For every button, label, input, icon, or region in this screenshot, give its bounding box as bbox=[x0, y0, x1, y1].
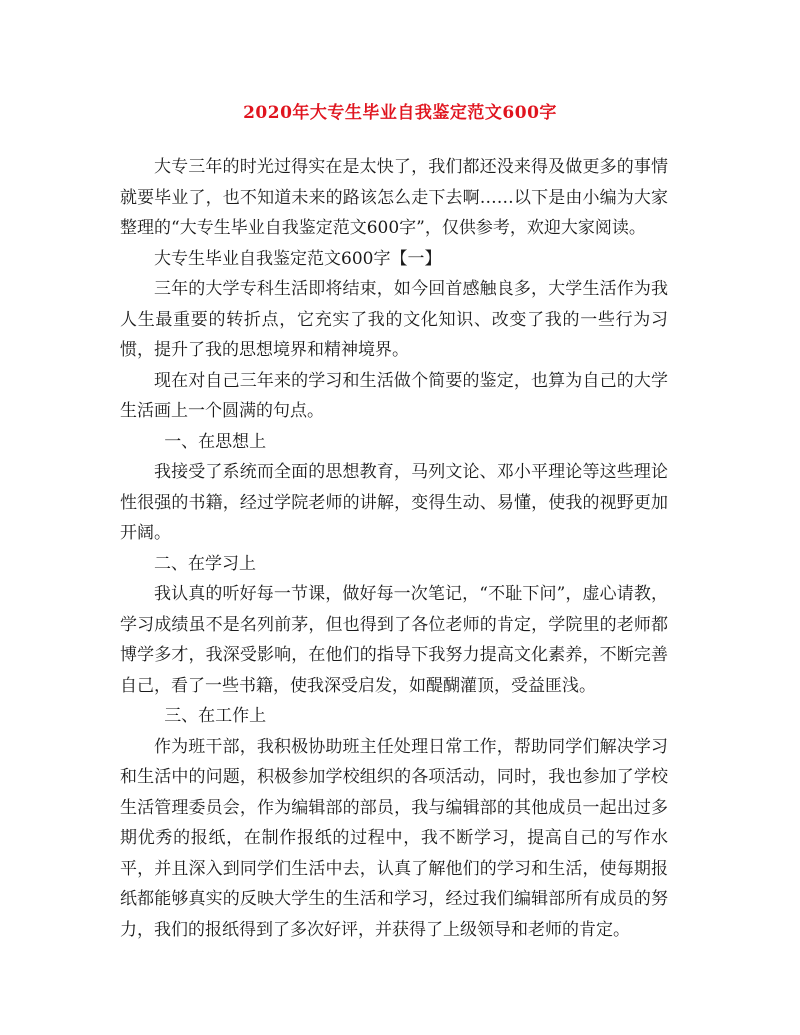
body-paragraph: 我认真的听好每一节课，做好每一次笔记，“不耻下问”，虚心请教，学习成绩虽不是名列前茅，但也得到了各位老师的肯定，学院里的老师都博学多才，我深受影响，在他们的指导下我努力提高文化素养，不断完善自己，看了一些书籍，使我深受启发，如醍醐灌顶，受益匪浅。 bbox=[120, 584, 668, 696]
body-paragraph: 我接受了系统而全面的思想教育，马列文论、邓小平理论等这些理论性很强的书籍，经过学院老师的讲解，变得生动、易懂，使我的视野更加开阔。 bbox=[120, 462, 668, 543]
intro-paragraph: 大专三年的时光过得实在是太快了，我们都还没来得及做更多的事情就要毕业了，也不知道未来的路该怎么走下去啊……以下是由小编为大家整理的“大专生毕业自我鉴定范文600字”，仅供参考，欢迎大家阅读。 bbox=[120, 157, 668, 238]
document-body bbox=[120, 152, 668, 945]
body-paragraph: 现在对自己三年来的学习和生活做个简要的鉴定，也算为自己的大学生活画上一个圆满的句点。 bbox=[120, 370, 668, 421]
body-paragraph: 三年的大学专科生活即将结束，如今回首感触良多，大学生活作为我人生最重要的转折点，它充实了我的文化知识、改变了我的一些行为习惯，提升了我的思想境界和精神境界。 bbox=[120, 279, 668, 360]
document-title: 2020年大专生毕业自我鉴定范文600字 bbox=[243, 103, 557, 123]
subsection-heading-study: 二、在学习上 bbox=[154, 553, 256, 574]
subsection-heading-work: 三、在工作上 bbox=[164, 706, 267, 726]
body-paragraph: 作为班干部，我积极协助班主任处理日常工作，帮助同学们解决学习和生活中的问题，积极参加学校组织的各项活动，同时，我也参加了学校生活管理委员会，作为编辑部的部员，我与编辑部的其他成员一起出过多期优秀的报纸，在制作报纸的过程中，我不断学习，提高自己的写作水平，并且深入到同学们生活中去，认真了解他们的学习和生活，使每期报纸都能够真实的反映大学生的生活和学习，经过我们编辑部所有成员的努力，我们的报纸得到了多次好评，并获得了上级领导和老师的肯定。 bbox=[120, 736, 668, 940]
section-heading: 大专生毕业自我鉴定范文600字【一】 bbox=[154, 248, 442, 269]
subsection-heading-thought: 一、在思想上 bbox=[164, 431, 267, 452]
